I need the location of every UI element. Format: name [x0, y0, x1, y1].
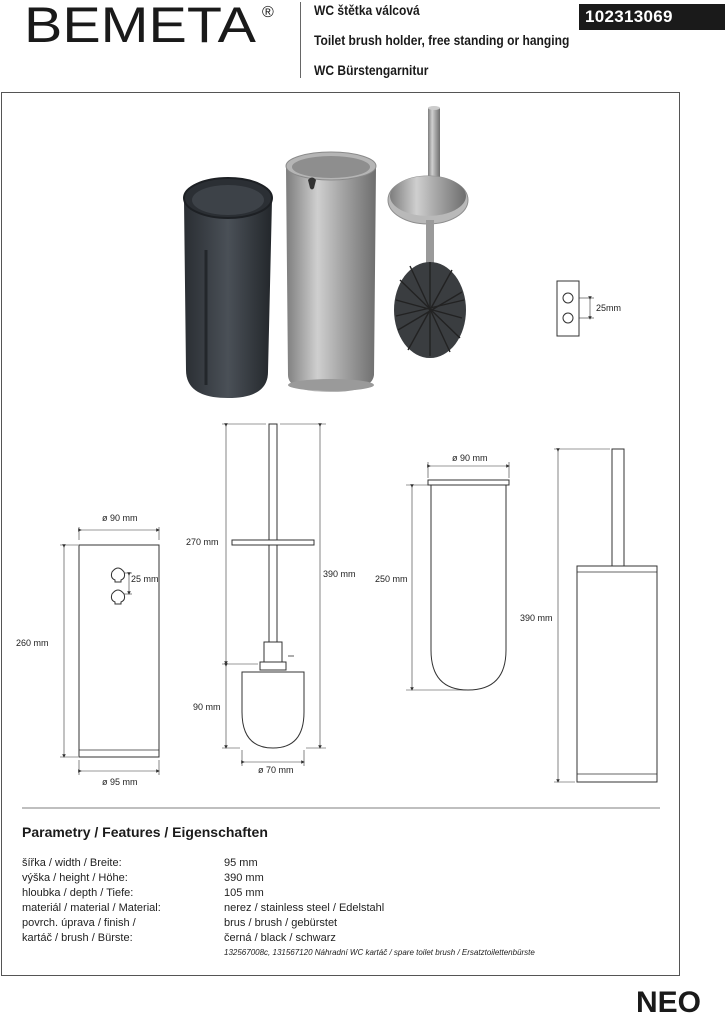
product-code: 102313069: [579, 4, 725, 30]
title-de: WC Bürstengarnitur: [314, 62, 429, 78]
param-label-brush: kartáč / brush / Bürste:: [22, 932, 133, 944]
brush-photo: [388, 106, 468, 358]
spare-parts-note: 132567008c, 131567120 Náhradní WC kartáč / spare toilet brush / Ersatztoilettenbürste: [224, 948, 535, 957]
title-en: Toilet brush holder, free standing or hanging: [314, 32, 570, 48]
insert-side-view: [375, 453, 509, 690]
param-value-height: 390 mm: [224, 872, 264, 884]
plastic-insert-photo: [184, 178, 272, 398]
svg-text:ø 95 mm: ø 95 mm: [102, 777, 138, 787]
svg-text:25mm: 25mm: [596, 303, 622, 313]
param-label-finish: povrch. úprava / finish /: [22, 917, 136, 929]
svg-text:®: ®: [262, 4, 274, 21]
steel-holder-photo: [286, 152, 376, 392]
svg-text:25 mm: 25 mm: [131, 574, 159, 584]
svg-text:ø 70 mm: ø 70 mm: [258, 765, 294, 775]
holder-front-view: [16, 513, 159, 787]
param-value-brush: černá / black / schwarz: [224, 932, 336, 944]
param-label-width: šířka / width / Breite:: [22, 857, 122, 869]
param-value-width: 95 mm: [224, 857, 258, 869]
svg-text:ø 90 mm: ø 90 mm: [452, 453, 488, 463]
svg-text:250 mm: 250 mm: [375, 574, 408, 584]
parameters-heading: Parametry / Features / Eigenschaften: [22, 824, 268, 840]
svg-text:90 mm: 90 mm: [193, 702, 221, 712]
svg-text:390 mm: 390 mm: [323, 569, 356, 579]
assembled-front-view: [520, 449, 657, 782]
param-value-material: nerez / stainless steel / Edelstahl: [224, 902, 385, 914]
mount-plate-drawing: [557, 281, 621, 336]
svg-text:260 mm: 260 mm: [16, 638, 49, 648]
brush-side-view: [186, 424, 356, 775]
param-label-depth: hloubka / depth / Tiefe:: [22, 887, 134, 899]
param-value-depth: 105 mm: [224, 887, 264, 899]
svg-text:390 mm: 390 mm: [520, 613, 553, 623]
svg-text:BEMETA: BEMETA: [24, 0, 257, 50]
svg-text:270 mm: 270 mm: [186, 537, 219, 547]
param-label-material: materiál / material / Material:: [22, 902, 161, 914]
series-name: NEO: [636, 986, 702, 1019]
param-label-height: výška / height / Höhe:: [22, 872, 128, 884]
title-cs: WC štětka válcová: [314, 2, 420, 18]
param-value-finish: brus / brush / gebürstet: [224, 917, 338, 929]
svg-text:ø 90 mm: ø 90 mm: [102, 513, 138, 523]
